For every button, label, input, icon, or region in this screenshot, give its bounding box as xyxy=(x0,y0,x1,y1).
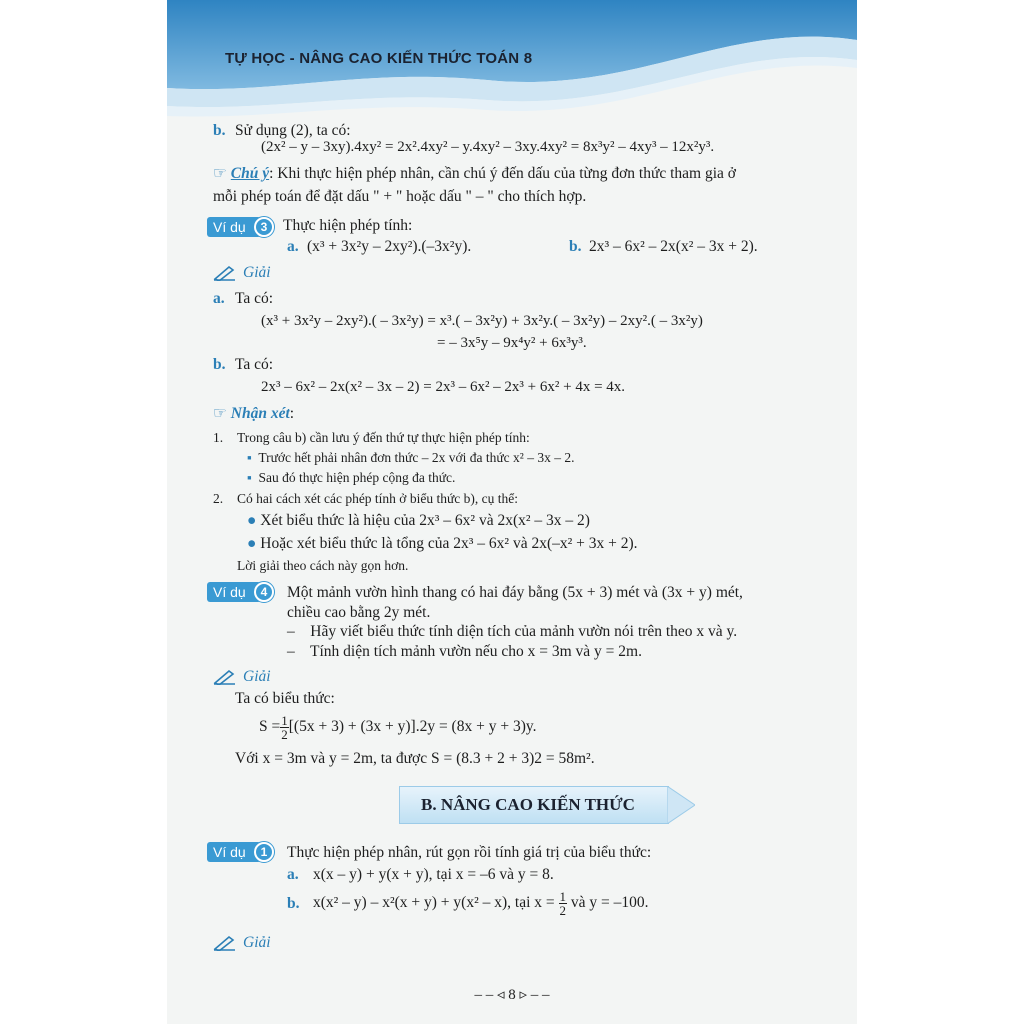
nx-item1-sub1: ▪ Trước hết phải nhân đơn thức – 2x với đa thức x² – 3x – 2. xyxy=(247,450,575,465)
pen-writing-icon xyxy=(213,669,237,685)
sol3-a-intro: Ta có: xyxy=(235,290,274,307)
vd4-line2: chiều cao bằng 2y mét. xyxy=(287,604,431,621)
vd1-a-expr: x(x – y) + y(x + y), tại x = –6 và y = 8. xyxy=(313,866,554,883)
vd3-a-expr: (x³ + 3x²y – 2xy²).(–3x²y). xyxy=(307,238,472,255)
part-b-equation: (2x² – y – 3xy).4xy² = 2x².4xy² – y.4xy² – 3xy.4xy² = 8x³y² – 4xy³ – 12x²y³. xyxy=(261,139,715,155)
pointing-hand-icon: ☞ xyxy=(213,405,227,422)
book-page xyxy=(167,0,857,1024)
vi-du-1-badge: Ví dụ 1 xyxy=(207,842,277,862)
one-half-fraction: $\frac{1}{2}$ xyxy=(559,888,567,918)
chu-y-text2: mỗi phép toán để đặt dấu " + " hoặc dấu " – " cho thích hợp. xyxy=(213,188,587,205)
nx-item2-num: 2. xyxy=(213,491,224,506)
nx-item2-sub2: ● Hoặc xét biểu thức là tổng của 2x³ – 6x² và 2x(–x² + 3x + 2). xyxy=(247,535,638,552)
nhan-xet-heading: ☞ Nhận xét: xyxy=(213,405,295,422)
giai-heading-4: Giải xyxy=(213,668,271,686)
nx-item1-num: 1. xyxy=(213,430,224,445)
part-b-label: b. xyxy=(213,122,226,139)
vi-du-4-badge: Ví dụ 4 xyxy=(207,582,277,602)
sol3-b-intro: Ta có: xyxy=(235,356,274,373)
chu-y-line1 xyxy=(213,165,736,183)
part-b-intro: Sử dụng (2), ta có: xyxy=(235,122,351,139)
nx-item1: Trong câu b) cần lưu ý đến thứ tự thực hiện phép tính: xyxy=(237,430,530,445)
pen-writing-icon xyxy=(213,935,237,951)
vd3-b-label: b. xyxy=(569,238,582,255)
vi-du-3-badge: Ví dụ 3 xyxy=(207,217,277,237)
page-number: – – ◃ 8 ▹ – – xyxy=(474,987,550,1003)
pointing-hand-icon: ☞ xyxy=(213,165,227,182)
vd1-b-expr: x(x² – y) – x²(x + y) + y(x² – x), tại x = $\frac{1}{2}$ và y = –100. xyxy=(313,888,649,918)
section-arrow-icon xyxy=(667,786,695,824)
nx-conclusion: Lời giải theo cách này gọn hơn. xyxy=(237,558,409,573)
vd4-dash2: – Tính diện tích mảnh vườn nếu cho x = 3m và y = 2m. xyxy=(287,643,642,660)
vd1-prompt: Thực hiện phép nhân, rút gọn rồi tính giá trị của biểu thức: xyxy=(287,844,652,861)
chu-y-label: Chú ý xyxy=(230,165,270,182)
sol3-b-label: b. xyxy=(213,356,226,373)
sol3-a-label: a. xyxy=(213,290,225,307)
sol3-b-line1: 2x³ – 6x² – 2x(x² – 3x – 2) = 2x³ – 6x² – 2x³ + 6x² + 4x = 4x. xyxy=(261,379,626,395)
one-half-fraction: $\frac{1}{2}$ xyxy=(281,712,288,742)
sol4-intro: Ta có biểu thức: xyxy=(235,690,335,707)
vd1-b-label: b. xyxy=(287,895,300,912)
giai-heading-1: Giải xyxy=(213,934,271,952)
vd3-a-label: a. xyxy=(287,238,299,255)
vd3-prompt: Thực hiện phép tính: xyxy=(283,217,413,234)
running-header: TỰ HỌC - NÂNG CAO KIẾN THỨC TOÁN 8 xyxy=(225,50,533,67)
nx-item2-sub1: ● Xét biểu thức là hiệu của 2x³ – 6x² và 2x(x² – 3x – 2) xyxy=(247,512,590,529)
sol4-formula: S = $\frac{1}{2}$ [(5x + 3) + (3x + y)].2y = (8x + y + 3)y. xyxy=(259,712,537,742)
section-b-banner xyxy=(399,786,695,824)
nx-item2: Có hai cách xét các phép tính ở biểu thức b), cụ thể: xyxy=(237,491,518,506)
vd3-b-expr: 2x³ – 6x² – 2x(x² – 3x + 2). xyxy=(589,238,758,255)
section-b-title: B. NÂNG CAO KIẾN THỨC xyxy=(421,795,635,814)
vd4-dash1: – Hãy viết biểu thức tính diện tích của mảnh vườn nói trên theo x và y. xyxy=(287,623,738,640)
vd1-a-label: a. xyxy=(287,866,299,883)
giai-heading-3: Giải xyxy=(213,264,271,282)
nx-item1-sub2: ▪ Sau đó thực hiện phép cộng đa thức. xyxy=(247,470,456,485)
chu-y-text1: : Khi thực hiện phép nhân, cần chú ý đến dấu của từng đơn thức tham gia ở xyxy=(269,165,736,182)
sol3-a-line1: (x³ + 3x²y – 2xy²).( – 3x²y) = x³.( – 3x²y) + 3x²y.( – 3x²y) – 2xy².( – 3x²y) xyxy=(261,313,703,329)
pen-writing-icon xyxy=(213,265,237,281)
vd4-line1: Một mảnh vườn hình thang có hai đáy bằng (5x + 3) mét và (3x + y) mét, xyxy=(287,584,743,601)
sol4-result: Với x = 3m và y = 2m, ta được S = (8.3 + 2 + 3)2 = 58m². xyxy=(235,750,595,767)
sol3-a-line2: = – 3x⁵y – 9x⁴y² + 6x³y³. xyxy=(437,335,587,351)
